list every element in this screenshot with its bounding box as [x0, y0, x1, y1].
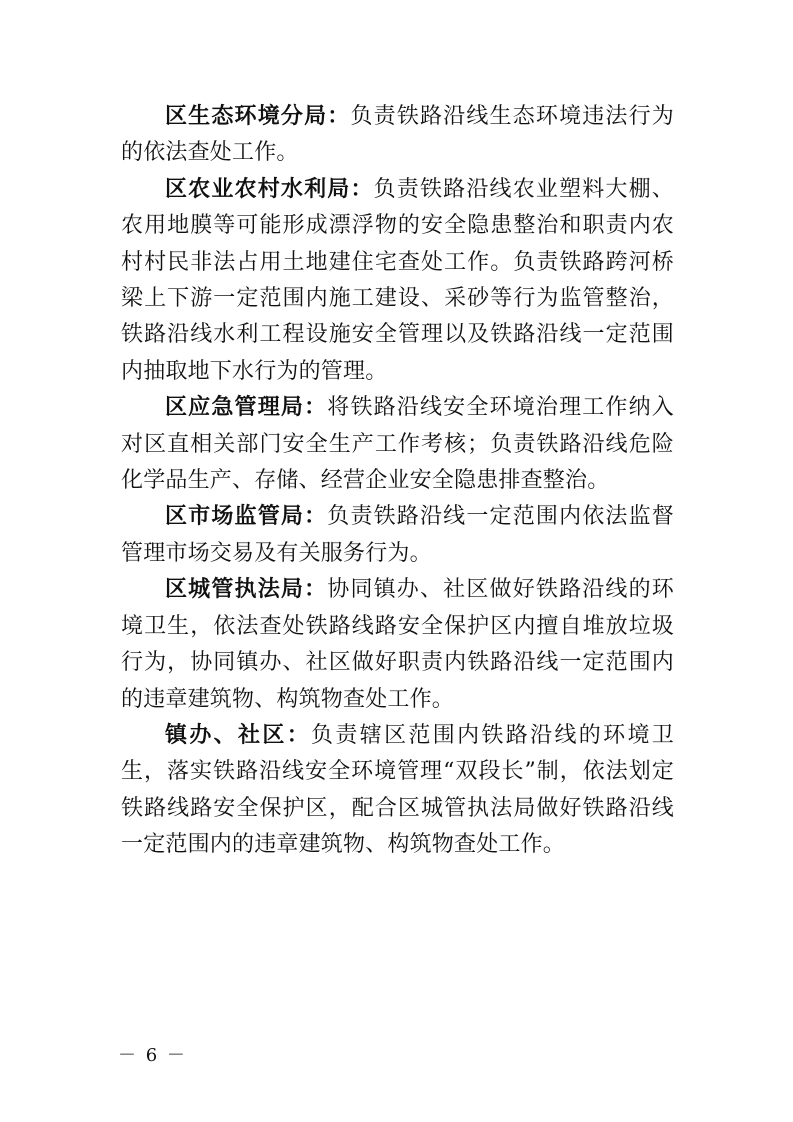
paragraph-heading: 区城管执法局： — [165, 577, 328, 603]
paragraph-heading: 区农业农村水利局： — [165, 176, 374, 202]
paragraph-text: 负责铁路沿线农业塑料大棚、农用地膜等可能形成漂浮物的安全隐患整治和职责内农村村民非法占用土地建住宅查处工作。负责铁路跨河桥梁上下游一定范围内施工建设、采砂等行为监管整治，铁路沿线水利工程设施安全管理以及铁路沿线一定范围内抽取地下水行为的管理。 — [121, 176, 674, 384]
paragraph-emergency-bureau — [121, 390, 674, 499]
paragraph-urban-management-bureau — [121, 572, 674, 718]
paragraph-heading: 区市场监管局： — [165, 504, 328, 530]
paragraph-text: 协同镇办、社区做好铁路沿线的环境卫生，依法查处铁路线路安全保护区内擅自堆放垃圾行为，协同镇办、社区做好职责内铁路沿线一定范围内的违章建筑物、构筑物查处工作。 — [121, 577, 674, 712]
page-number: － 6 － — [118, 1045, 187, 1066]
paragraph-towns-communities — [121, 718, 674, 864]
paragraph-agriculture-water-bureau — [121, 172, 674, 390]
paragraph-text: 负责铁路沿线生态环境违法行为的依法查处工作。 — [121, 104, 674, 166]
paragraph-heading: 镇办、社区： — [165, 722, 312, 748]
paragraph-text: 负责辖区范围内铁路沿线的环境卫生，落实铁路沿线安全环境管理“双段长”制，依法划定铁路线路安全保护区，配合区城管执法局做好铁路沿线一定范围内的违章建筑物、构筑物查处工作。 — [121, 722, 674, 858]
paragraph-text: 负责铁路沿线一定范围内依法监督管理市场交易及有关服务行为。 — [121, 504, 674, 566]
document-body — [121, 99, 674, 864]
paragraph-ecology-bureau — [121, 99, 674, 172]
paragraph-text: 将铁路沿线安全环境治理工作纳入对区直相关部门安全生产工作考核；负责铁路沿线危险化学品生产、存储、经营企业安全隐患排查整治。 — [121, 395, 674, 494]
paragraph-market-bureau — [121, 499, 674, 572]
paragraph-heading: 区应急管理局： — [165, 395, 328, 421]
paragraph-heading: 区生态环境分局： — [165, 104, 351, 129]
